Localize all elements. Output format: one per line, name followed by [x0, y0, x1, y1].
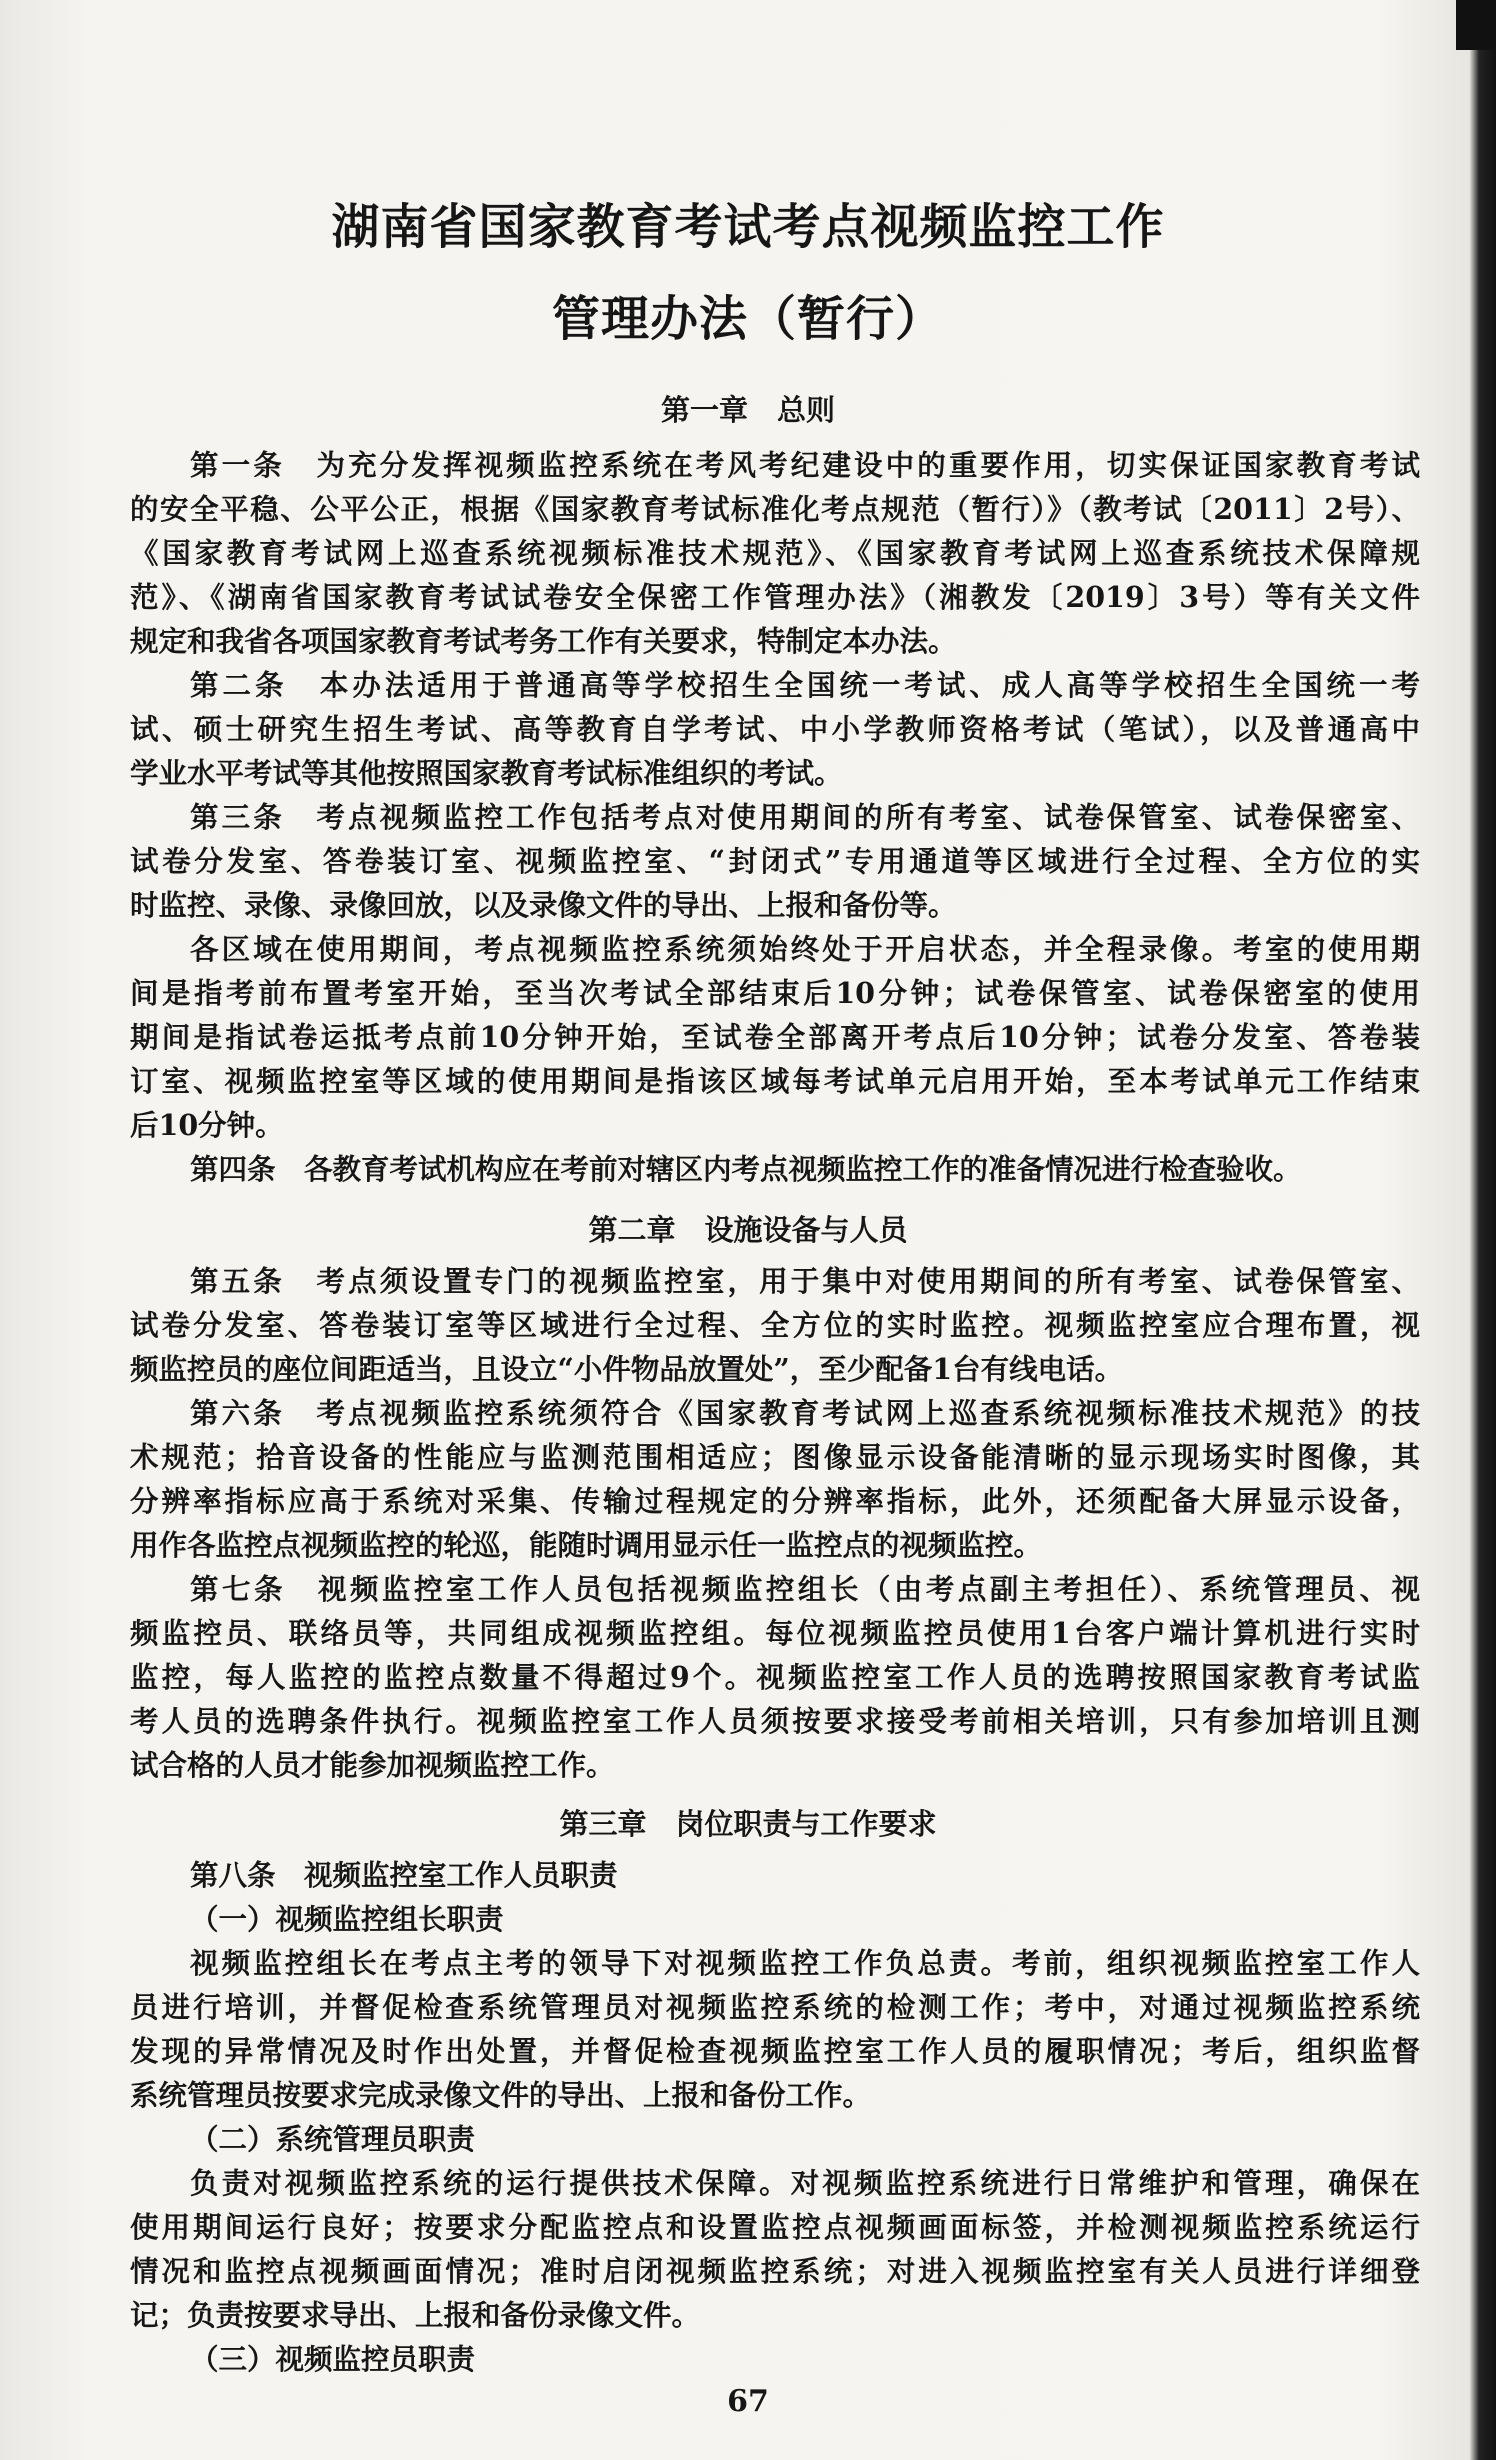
text-line: 用作各监控点视频监控的轮巡，能随时调用显示任一监控点的视频监控。 [130, 1528, 1043, 1562]
text-line: 考人员的选聘条件执行。视频监控室工作人员须按要求接受考前相关培训，只有参加培训且测 [130, 1704, 1420, 1738]
text-line: 第五条 考点须设置专门的视频监控室，用于集中对使用期间的所有考室、试卷保管室、 [190, 1264, 1420, 1298]
text-line: 各区域在使用期间，考点视频监控系统须始终处于开启状态，并全程录像。考室的使用期 [190, 932, 1420, 966]
scan-corner-shadow [1456, 0, 1496, 50]
text-line: 发现的异常情况及时作出处置，并督促检查视频监控室工作人员的履职情况；考后，组织监督 [130, 2034, 1420, 2068]
chapter-heading-2: 第二章 设施设备与人员 [588, 1213, 908, 1247]
text-line: 频监控员、联络员等，共同组成视频监控组。每位视频监控员使用1台客户端计算机进行实时 [130, 1616, 1420, 1650]
document-title-line1: 湖南省国家教育考试考点视频监控工作 [331, 199, 1165, 255]
text-line: 《国家教育考试网上巡查系统视频标准技术规范》、《国家教育考试网上巡查系统技术保障规 [130, 536, 1420, 570]
text-line: 频监控员的座位间距适当，且设立“小件物品放置处”，至少配备1台有线电话。 [130, 1352, 1124, 1386]
chapter-heading-1: 第一章 总则 [660, 393, 835, 427]
text-line: 第四条 各教育考试机构应在考前对辖区内考点视频监控工作的准备情况进行检查验收。 [190, 1152, 1302, 1186]
text-line: 使用期间运行良好；按要求分配监控点和设置监控点视频画面标签，并检测视频监控系统运行 [130, 2210, 1420, 2244]
text-line: 间是指考前布置考室开始，至当次考试全部结束后10分钟；试卷保管室、试卷保密室的使用 [130, 976, 1420, 1010]
text-line: 记；负责按要求导出、上报和备份录像文件。 [130, 2298, 701, 2332]
text-line: 员进行培训，并督促检查系统管理员对视频监控系统的检测工作；考中，对通过视频监控系统 [130, 1990, 1420, 2024]
text-line: 试卷分发室、答卷装订室等区域进行全过程、全方位的实时监控。视频监控室应合理布置，视 [130, 1308, 1420, 1342]
text-line: 监控，每人监控的监控点数量不得超过9个。视频监控室工作人员的选聘按照国家教育考试监 [130, 1660, 1420, 1694]
text-line: 试卷分发室、答卷装订室、视频监控室、“封闭式”专用通道等区域进行全过程、全方位的实 [130, 844, 1420, 878]
page-number: 67 [727, 2384, 769, 2419]
text-line: 系统管理员按要求完成录像文件的导出、上报和备份工作。 [130, 2078, 872, 2112]
text-line: 时监控、录像、录像回放，以及录像文件的导出、上报和备份等。 [130, 888, 957, 922]
text-line: 试合格的人员才能参加视频监控工作。 [130, 1748, 615, 1782]
text-line: 后10分钟。 [130, 1108, 284, 1142]
text-line: 的安全平稳、公平公正，根据《国家教育考试标准化考点规范（暂行）》（教考试〔2011〕2号）、 [130, 492, 1420, 526]
text-line: 分辨率指标应高于系统对采集、传输过程规定的分辨率指标，此外，还须配备大屏显示设备， [130, 1484, 1420, 1518]
section-heading: （一）视频监控组长职责 [190, 1902, 504, 1936]
text-line: 第八条 视频监控室工作人员职责 [190, 1858, 618, 1892]
document-title-line2: 管理办法（暂行） [551, 291, 944, 347]
text-line: 视频监控组长在考点主考的领导下对视频监控工作负总责。考前，组织视频监控室工作人 [190, 1946, 1420, 1980]
text-line: 第一条 为充分发挥视频监控系统在考风考纪建设中的重要作用，切实保证国家教育考试 [190, 448, 1420, 482]
text-line: 范》、《湖南省国家教育考试试卷安全保密工作管理办法》（湘教发〔2019〕3号）等有关文件 [130, 580, 1420, 614]
text-line: 术规范；拾音设备的性能应与监测范围相适应；图像显示设备能清晰的显示现场实时图像，其 [130, 1440, 1420, 1474]
text-line: 试、硕士研究生招生考试、高等教育自学考试、中小学教师资格考试（笔试），以及普通高中 [130, 712, 1420, 746]
chapter-heading-3: 第三章 岗位职责与工作要求 [559, 1807, 937, 1841]
text-line: 第七条 视频监控室工作人员包括视频监控组长（由考点副主考担任）、系统管理员、视 [190, 1572, 1420, 1606]
text-line: 规定和我省各项国家教育考试考务工作有关要求，特制定本办法。 [130, 624, 957, 658]
section-heading: （三）视频监控员职责 [190, 2342, 476, 2376]
text-line: 第二条 本办法适用于普通高等学校招生全国统一考试、成人高等学校招生全国统一考 [190, 668, 1420, 702]
section-heading: （二）系统管理员职责 [190, 2122, 476, 2156]
text-line: 负责对视频监控系统的运行提供技术保障。对视频监控系统进行日常维护和管理，确保在 [190, 2166, 1420, 2200]
text-line: 期间是指试卷运抵考点前10分钟开始，至试卷全部离开考点后10分钟；试卷分发室、答卷装 [130, 1020, 1420, 1054]
text-line: 学业水平考试等其他按照国家教育考试标准组织的考试。 [130, 756, 843, 790]
text-line: 第六条 考点视频监控系统须符合《国家教育考试网上巡查系统视频标准技术规范》的技 [190, 1396, 1420, 1430]
text-line: 第三条 考点视频监控工作包括考点对使用期间的所有考室、试卷保管室、试卷保密室、 [190, 800, 1420, 834]
text-line: 情况和监控点视频画面情况；准时启闭视频监控系统；对进入视频监控室有关人员进行详细登 [130, 2254, 1420, 2288]
text-line: 订室、视频监控室等区域的使用期间是指该区域每考试单元启用开始，至本考试单元工作结束 [130, 1064, 1420, 1098]
